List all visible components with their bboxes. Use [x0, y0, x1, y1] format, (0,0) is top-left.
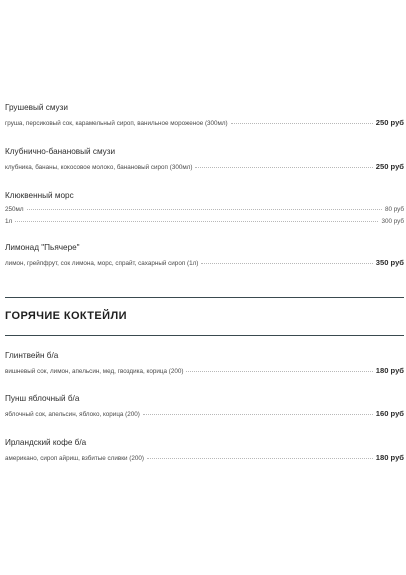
section-title: ГОРЯЧИЕ КОКТЕЙЛИ: [5, 310, 127, 322]
item-price: 160 руб: [375, 409, 404, 418]
menu-item-apple-punch: [5, 394, 404, 419]
item-price: 350 руб: [375, 258, 404, 267]
item-price: 300 руб: [381, 218, 404, 225]
item-price: 180 руб: [375, 366, 404, 375]
section-divider-bottom: [5, 335, 404, 336]
item-name: Глинтвейн б/а: [5, 351, 59, 360]
dot-leader: [15, 221, 378, 222]
dot-leader: [186, 371, 372, 372]
menu-item-lemonade-piacere: [5, 243, 404, 268]
item-line: [5, 258, 404, 268]
item-price: 80 руб: [384, 206, 404, 213]
item-line: [5, 118, 404, 128]
item-name: Грушевый смузи: [5, 103, 68, 112]
menu-item-cranberry-mors: [5, 191, 404, 228]
item-description: 1л: [5, 218, 13, 225]
dot-leader: [27, 209, 382, 210]
item-name: Клюквенный морс: [5, 191, 74, 200]
item-description: яблочный сок, апельсин, яблоко, корица (200): [5, 411, 140, 418]
item-line: [5, 366, 404, 376]
menu-item-strawberry-banana-smoothie: [5, 147, 404, 172]
item-line: [5, 206, 404, 216]
item-description: лимон, грейпфрут, сок лимона, морс, спрайт, сахарный сироп (1л): [5, 260, 199, 267]
item-name: Ирландский кофе б/а: [5, 438, 87, 447]
dot-leader: [147, 458, 373, 459]
item-description: вишневый сок, лимон, апельсин, мед, гвоздика, корица (200): [5, 368, 184, 375]
item-name: Лимонад "Пьячере": [5, 243, 80, 252]
item-line: [5, 409, 404, 419]
dot-leader: [201, 263, 372, 264]
item-description: 250мл: [5, 206, 24, 213]
item-name: Пунш яблочный б/а: [5, 394, 80, 403]
item-line: [5, 218, 404, 228]
item-price: 250 руб: [375, 162, 404, 171]
item-line: [5, 453, 404, 463]
item-description: клубника, бананы, кокосовое молоко, банановый сироп (300мл): [5, 164, 193, 171]
item-price: 250 руб: [375, 118, 404, 127]
dot-leader: [143, 414, 373, 415]
section-divider-top: [5, 297, 404, 298]
item-price: 180 руб: [375, 453, 404, 462]
item-name: Клубнично-банановый смузи: [5, 147, 116, 156]
menu-item-irish-coffee: [5, 438, 404, 463]
menu-item-mulled-wine: [5, 351, 404, 376]
dot-leader: [231, 123, 373, 124]
item-line: [5, 162, 404, 172]
item-description: американо, сироп айриш, взбитые сливки (200): [5, 455, 144, 462]
menu-item-pear-smoothie: [5, 103, 404, 128]
item-description: груша, персиковый сок, карамельный сироп, ванильное мороженое (300мл): [5, 120, 228, 127]
dot-leader: [195, 167, 372, 168]
